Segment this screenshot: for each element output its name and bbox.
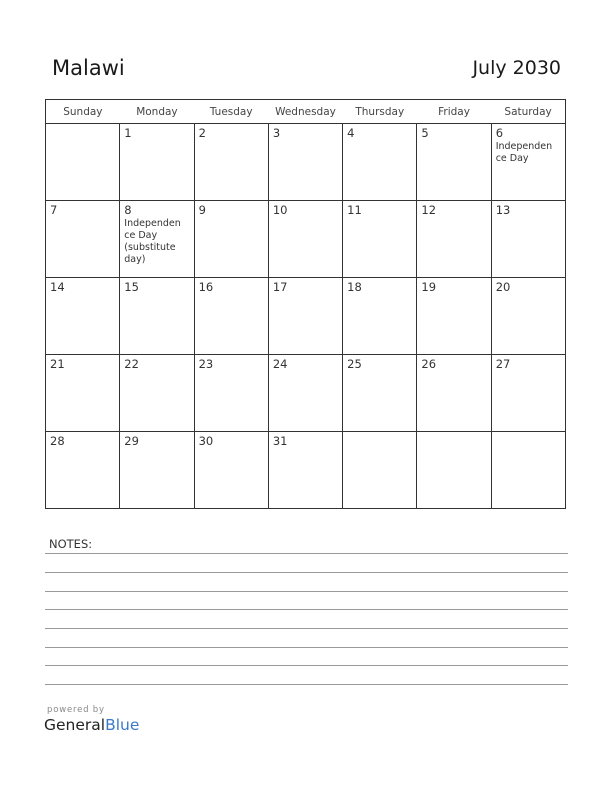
- day-number: 27: [495, 357, 511, 371]
- day-number: 6: [495, 126, 504, 140]
- day-number: 16: [198, 280, 214, 294]
- day-cell: [417, 201, 491, 278]
- month-title: July 2030: [472, 57, 561, 79]
- day-number: 30: [198, 434, 214, 448]
- day-number: 26: [421, 357, 437, 371]
- notes-line: [45, 647, 568, 648]
- holiday-label: Independen ce Day (substitute day): [124, 218, 181, 265]
- day-cell: [343, 201, 417, 278]
- day-cell: [268, 355, 342, 432]
- day-cell: [120, 432, 194, 509]
- day-number: 11: [347, 203, 362, 217]
- country-title: Malawi: [52, 56, 125, 80]
- day-number: 31: [272, 434, 288, 448]
- day-cell: [343, 355, 417, 432]
- notes-label: NOTES:: [49, 537, 93, 551]
- week-row: [46, 201, 566, 278]
- day-number: 14: [50, 280, 65, 294]
- day-number: 24: [272, 357, 288, 371]
- calendar-grid: [45, 99, 566, 509]
- day-cell: [343, 124, 417, 201]
- day-cell: [268, 432, 342, 509]
- day-number: 21: [50, 357, 65, 371]
- day-number: 13: [495, 203, 511, 217]
- day-number: 7: [50, 203, 58, 217]
- day-cell: [194, 278, 268, 355]
- generalblue-logo: [44, 716, 139, 734]
- day-cell: [417, 432, 491, 509]
- day-cell: [46, 278, 120, 355]
- week-row: [46, 355, 566, 432]
- powered-by-text: powered by: [47, 705, 105, 715]
- day-cell: [194, 432, 268, 509]
- day-number: 9: [198, 203, 206, 217]
- day-cell: [268, 201, 342, 278]
- day-number: 4: [347, 126, 355, 140]
- notes-line: [45, 572, 568, 573]
- day-number: 17: [272, 280, 288, 294]
- day-number: 15: [124, 280, 139, 294]
- day-cell: [491, 355, 565, 432]
- day-cell: [417, 278, 491, 355]
- day-cell: [120, 278, 194, 355]
- day-number: 10: [272, 203, 288, 217]
- day-cell: [268, 278, 342, 355]
- day-number: 12: [421, 203, 437, 217]
- day-cell: [194, 124, 268, 201]
- notes-line: [45, 665, 568, 666]
- day-cell: [46, 432, 120, 509]
- day-cell: [46, 355, 120, 432]
- day-number: 20: [495, 280, 511, 294]
- week-row: [46, 278, 566, 355]
- weekday-tuesday: Tuesday: [194, 100, 268, 124]
- weekday-wednesday: Wednesday: [268, 100, 342, 124]
- day-number: 3: [272, 126, 281, 140]
- day-number: 8: [124, 203, 132, 217]
- day-cell: [120, 355, 194, 432]
- day-number: 28: [50, 434, 65, 448]
- day-cell: [491, 278, 565, 355]
- day-cell: [194, 355, 268, 432]
- day-cell: [491, 124, 565, 201]
- day-cell: [417, 355, 491, 432]
- notes-line: [45, 684, 568, 685]
- day-number: 18: [347, 280, 362, 294]
- brand-general: General: [44, 716, 106, 734]
- day-number: 29: [124, 434, 139, 448]
- notes-line: [45, 628, 568, 629]
- holiday-label: Independen ce Day: [495, 141, 553, 164]
- day-cell: [194, 201, 268, 278]
- notes-line: [45, 591, 568, 592]
- day-cell: [491, 432, 565, 509]
- weekday-saturday: Saturday: [491, 100, 565, 124]
- day-number: 1: [124, 126, 132, 140]
- day-cell: [268, 124, 342, 201]
- day-number: 5: [421, 126, 429, 140]
- weekday-thursday: Thursday: [343, 100, 417, 124]
- day-cell: [343, 278, 417, 355]
- day-cell: [491, 201, 565, 278]
- weekday-sunday: Sunday: [46, 100, 120, 124]
- brand-blue: Blue: [105, 716, 140, 734]
- day-number: 23: [198, 357, 214, 371]
- day-number: 22: [124, 357, 139, 371]
- day-cell: [46, 201, 120, 278]
- day-cell: [120, 124, 194, 201]
- week-row: [46, 124, 566, 201]
- notes-line: [45, 553, 568, 554]
- day-number: 19: [421, 280, 437, 294]
- weekday-friday: Friday: [417, 100, 491, 124]
- day-cell: [343, 432, 417, 509]
- week-row: [46, 432, 566, 509]
- weekday-monday: Monday: [120, 100, 194, 124]
- day-cell: [417, 124, 491, 201]
- day-number: 25: [347, 357, 362, 371]
- day-cell: [46, 124, 120, 201]
- day-number: 2: [198, 126, 206, 140]
- notes-line: [45, 609, 568, 610]
- weekday-header-row: [46, 100, 566, 124]
- day-cell: [120, 201, 194, 278]
